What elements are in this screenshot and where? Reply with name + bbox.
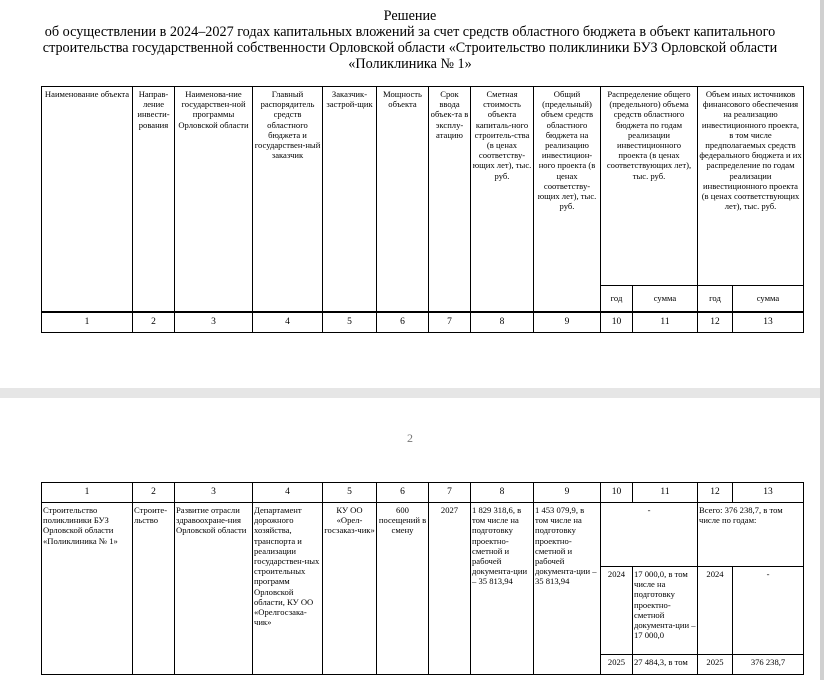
- column-number: 10: [601, 483, 633, 503]
- column-number: 3: [175, 483, 253, 503]
- header-cell: Распределение общего (предельного) объема средств областного бюджета по годам реализации инвестиционного проекта (в ценах соответствующих лет), тыс. руб.: [601, 87, 698, 286]
- amount-cell: 376 238,7: [733, 655, 804, 675]
- column-number: 10: [601, 313, 633, 333]
- column-number: 4: [253, 483, 323, 503]
- header-cell: Срок ввода объек-та в эксплу-атацию: [429, 87, 471, 312]
- column-number: 6: [377, 313, 429, 333]
- column-number: 11: [633, 483, 698, 503]
- column-number: 13: [733, 313, 804, 333]
- column-number: 9: [534, 313, 601, 333]
- column-number: 12: [698, 313, 733, 333]
- header-table: [41, 86, 804, 312]
- deadline-cell: 2027: [429, 503, 471, 675]
- year-cell: 2024: [601, 567, 633, 655]
- title-line: Решение: [383, 8, 437, 24]
- year-cell: 2025: [601, 655, 633, 675]
- column-number: 5: [323, 483, 377, 503]
- column-number: 8: [471, 313, 534, 333]
- capacity-cell: 600 посещений в смену: [377, 503, 429, 675]
- document-title: [30, 8, 790, 72]
- column-number: 7: [429, 483, 471, 503]
- subheader-cell: сумма: [633, 286, 698, 312]
- column-number: 3: [175, 313, 253, 333]
- other-sources-total-cell: Всего: 376 238,7, в том числе по годам:: [698, 503, 804, 567]
- table-row: [42, 503, 804, 567]
- year-cell: 2024: [698, 567, 733, 655]
- amount-cell: 17 000,0, в том числе на подготовку проектно-сметной документа-ции – 17 000,0: [633, 567, 698, 655]
- header-cell: Заказчик-застрой-щик: [323, 87, 377, 312]
- direction-cell: Строите-льство: [133, 503, 175, 675]
- column-number: 11: [633, 313, 698, 333]
- title-line: об осуществлении в 2024–2027 годах капитальных вложений за счет средств областного бюджета в объект капитального: [44, 24, 776, 40]
- subheader-cell: год: [601, 286, 633, 312]
- column-number: 12: [698, 483, 733, 503]
- column-number: 9: [534, 483, 601, 503]
- column-number: 1: [42, 313, 133, 333]
- header-cell: Общий (предельный) объем средств областного бюджета на реализацию инвестицион-ного проекта (в ценах соответству-ющих лет), тыс. руб.: [534, 87, 601, 312]
- amount-cell: 27 484,3, в том: [633, 655, 698, 675]
- title-line: строительства государственной собственности Орловской области «Строительство поликлиники БУЗ Орловской области: [42, 40, 778, 56]
- column-number: 2: [133, 483, 175, 503]
- column-number: 6: [377, 483, 429, 503]
- column-number: 8: [471, 483, 534, 503]
- page-separator: [0, 388, 824, 398]
- column-number: 5: [323, 313, 377, 333]
- header-cell: Сметная стоимость объекта капиталь-ного строитель-ства (в ценах соответству-ющих лет), тыс. руб.: [471, 87, 534, 312]
- subheader-cell: год: [698, 286, 733, 312]
- column-number: 2: [133, 313, 175, 333]
- header-cell: Главный распорядитель средств областного бюджета и государствен-ный заказчик: [253, 87, 323, 312]
- header-cell: Наименова-ние государствен-ной программы Орловской области: [175, 87, 253, 312]
- program-cell: Развитие отрасли здравоохране-ния Орловской области: [175, 503, 253, 675]
- distribution-total-cell: -: [601, 503, 698, 567]
- viewer-scroll-edge: [820, 0, 824, 680]
- year-cell: 2025: [698, 655, 733, 675]
- document-page-2: [0, 398, 820, 680]
- header-cell: Объем иных источников финансового обеспечения на реализацию инвестиционного проекта, в том числе предполагаемых средств федерального бюджета и их распределение по годам реализации инвестиционного проекта (в ценах соответствующих лет), тыс. руб.: [698, 87, 804, 286]
- column-number: 7: [429, 313, 471, 333]
- page-number: 2: [407, 431, 413, 445]
- column-number: 4: [253, 313, 323, 333]
- amount-cell: -: [733, 567, 804, 655]
- header-cell: Направ-ление инвести-рования: [133, 87, 175, 312]
- header-cell: Наименование объекта: [42, 87, 133, 312]
- total-budget-cell: 1 453 079,9, в том числе на подготовку проектно-сметной и рабочей документа-ции – 35 813,94: [534, 503, 601, 675]
- column-number: 13: [733, 483, 804, 503]
- object-name-cell: Строительство поликлиники БУЗ Орловской области «Поликлиника № 1»: [42, 503, 133, 675]
- subheader-cell: сумма: [733, 286, 804, 312]
- column-number: 1: [42, 483, 133, 503]
- header-cell: Мощность объекта: [377, 87, 429, 312]
- data-table: [41, 482, 804, 675]
- manager-cell: Департамент дорожного хозяйства, транспорта и реализации государствен-ных строительных программ Орловской области, КУ ОО «Орелгосзака-чик»: [253, 503, 323, 675]
- title-line: «Поликлиника № 1»: [348, 56, 472, 72]
- estimate-cell: 1 829 318,6, в том числе на подготовку проектно-сметной и рабочей документа-ции – 35 813,94: [471, 503, 534, 675]
- column-number-table: [41, 312, 804, 333]
- customer-cell: КУ ОО «Орел-госзаказ-чик»: [323, 503, 377, 675]
